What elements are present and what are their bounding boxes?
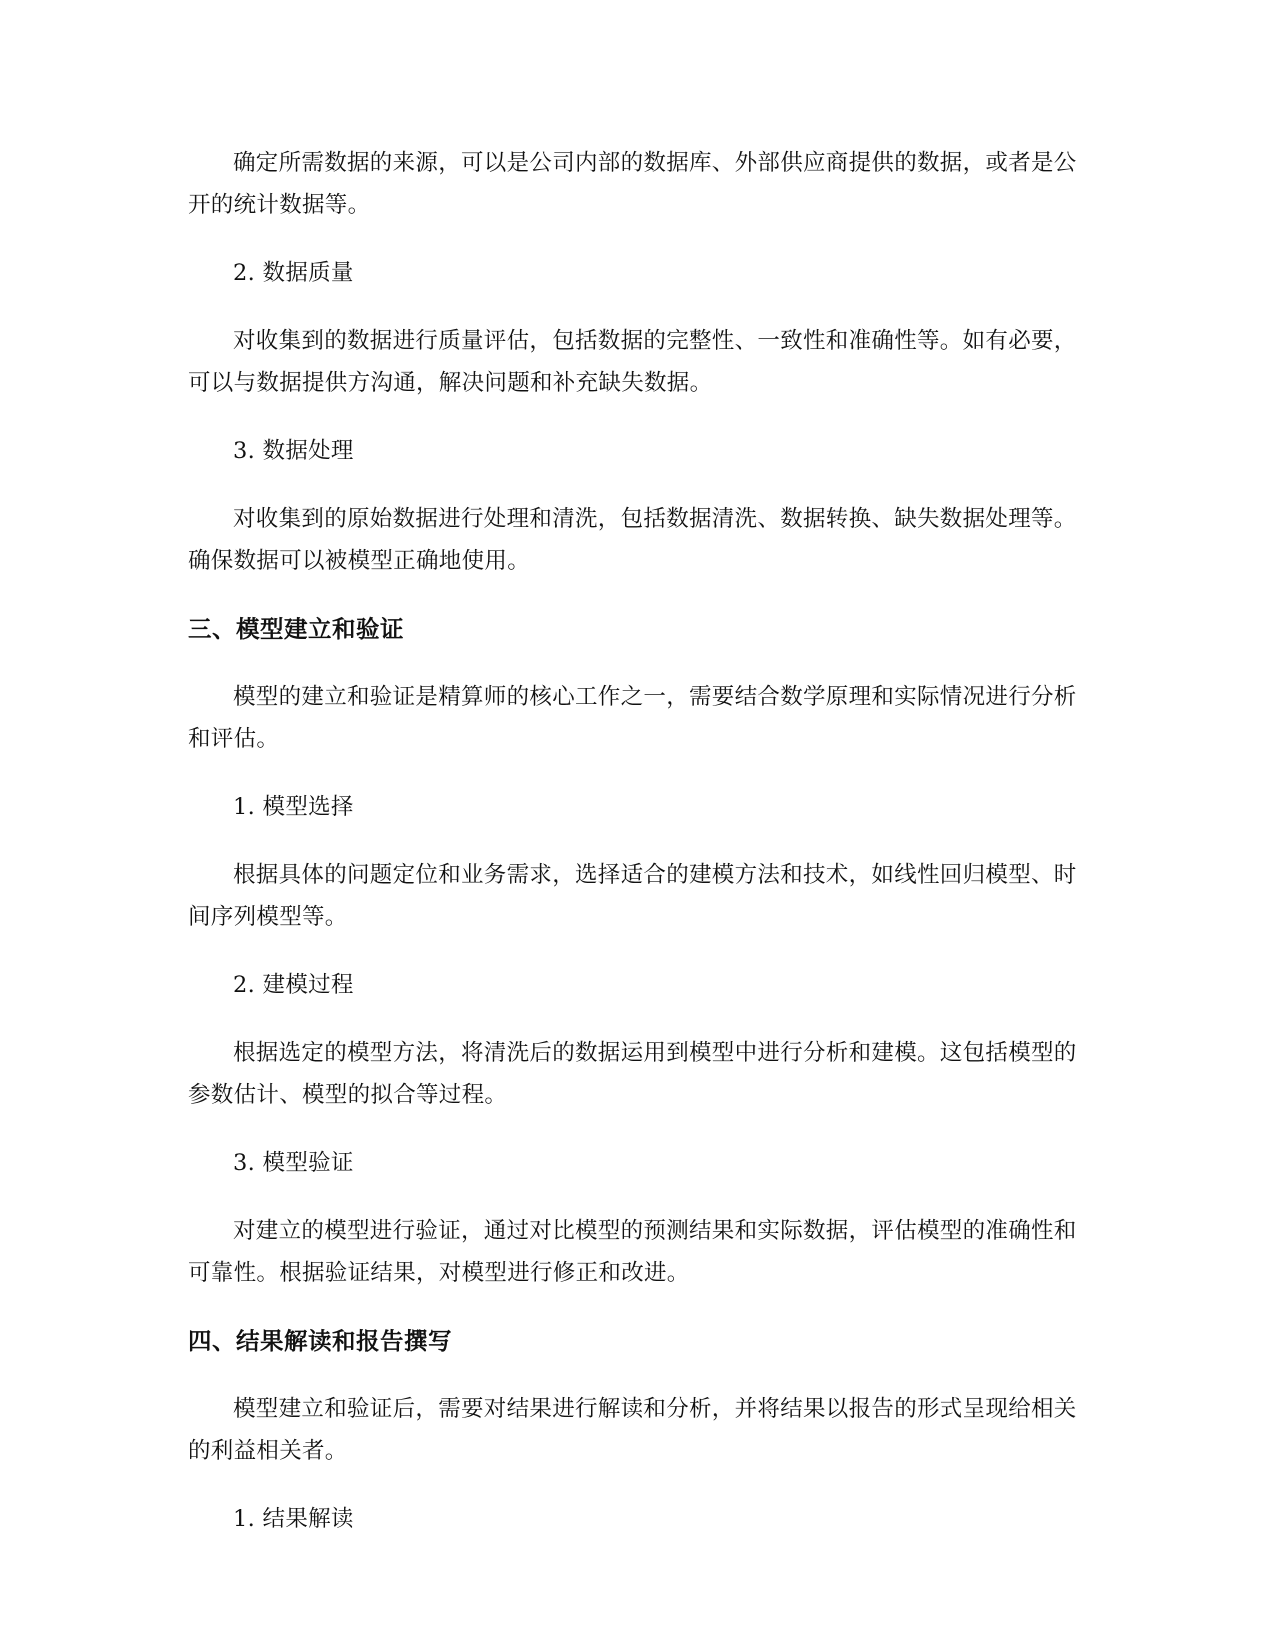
paragraph-data-source: 确定所需数据的来源，可以是公司内部的数据库、外部供应商提供的数据，或者是公开的统计数据等。 [188,150,1077,218]
subheading-data-processing: 3. 数据处理 [233,438,354,464]
paragraph-results-intro: 模型建立和验证后，需要对结果进行解读和分析，并将结果以报告的形式呈现给相关的利益相关者。 [188,1396,1077,1464]
subheading-model-validation: 3. 模型验证 [233,1150,354,1176]
paragraph-data-quality: 对收集到的数据进行质量评估，包括数据的完整性、一致性和准确性等。如有必要，可以与数据提供方沟通，解决问题和补充缺失数据。 [188,328,1077,396]
paragraph-data-processing: 对收集到的原始数据进行处理和清洗，包括数据清洗、数据转换、缺失数据处理等。确保数据可以被模型正确地使用。 [188,506,1077,574]
paragraph-model-validation: 对建立的模型进行验证，通过对比模型的预测结果和实际数据，评估模型的准确性和可靠性。根据验证结果，对模型进行修正和改进。 [188,1218,1077,1286]
paragraph-model-intro: 模型的建立和验证是精算师的核心工作之一，需要结合数学原理和实际情况进行分析和评估。 [188,684,1077,752]
paragraph-model-selection: 根据具体的问题定位和业务需求，选择适合的建模方法和技术，如线性回归模型、时间序列模型等。 [188,862,1077,930]
section-heading-results: 四、结果解读和报告撰写 [188,1327,452,1355]
document-body [188,142,1083,1566]
subheading-model-selection: 1. 模型选择 [233,794,354,820]
subheading-modeling-process: 2. 建模过程 [233,972,354,998]
subheading-result-interpretation: 1. 结果解读 [233,1506,354,1532]
subheading-data-quality: 2. 数据质量 [233,260,354,286]
paragraph-modeling-process: 根据选定的模型方法，将清洗后的数据运用到模型中进行分析和建模。这包括模型的参数估计、模型的拟合等过程。 [188,1040,1077,1108]
section-heading-model: 三、模型建立和验证 [188,615,404,643]
